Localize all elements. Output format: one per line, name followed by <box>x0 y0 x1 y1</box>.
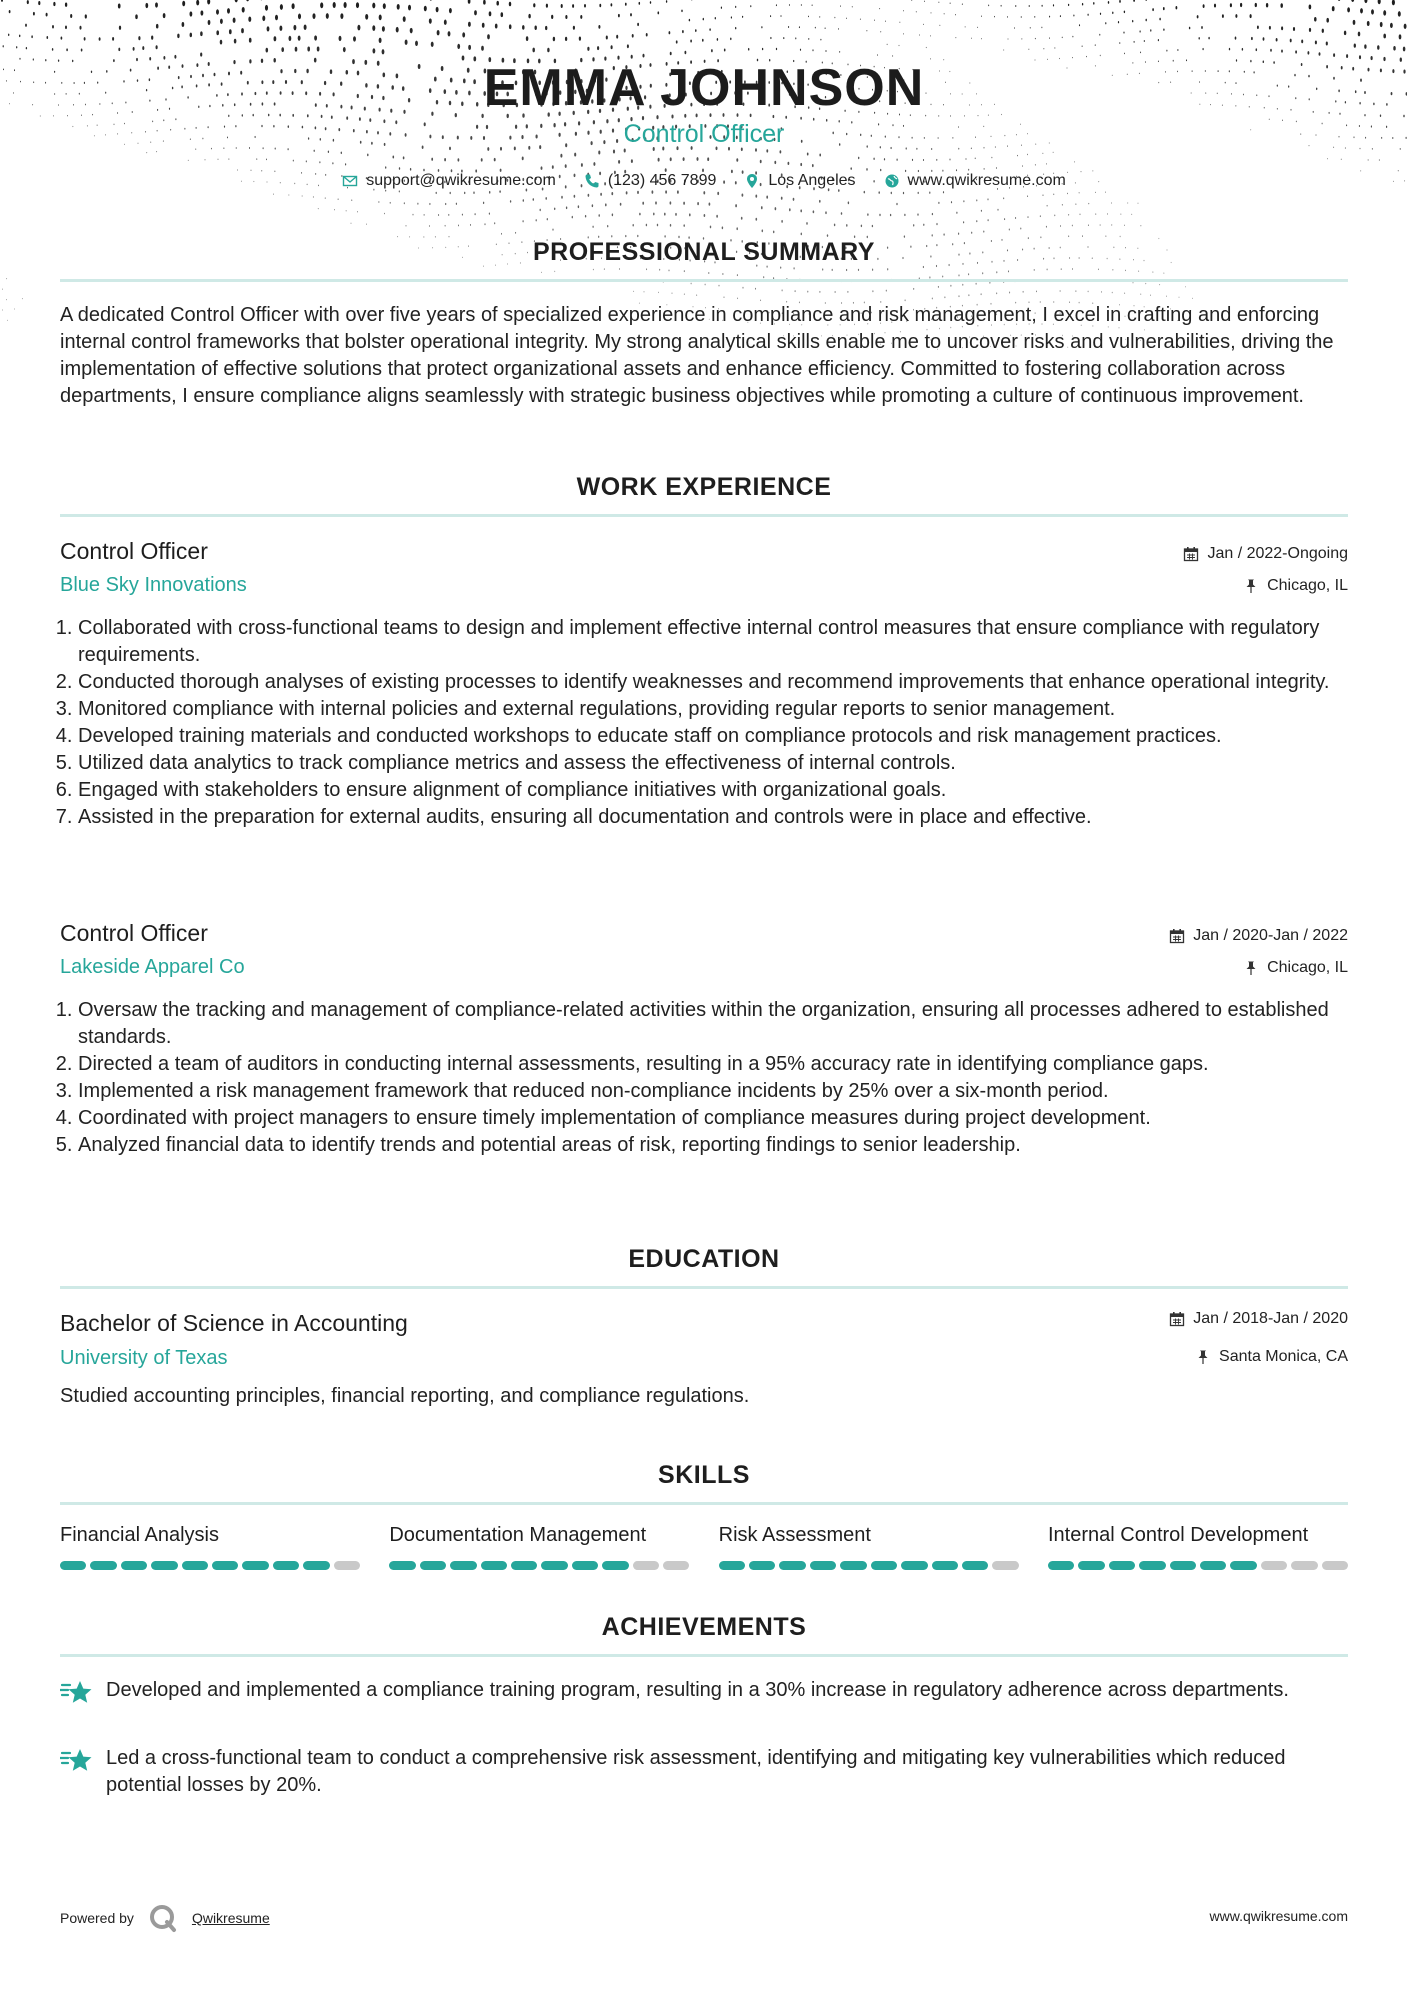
star-badge-icon <box>60 1747 94 1775</box>
skill-name: Internal Control Development <box>1047 1524 1309 1546</box>
skill-segment-filled <box>932 1561 958 1570</box>
skill-level-bar <box>60 1561 360 1570</box>
calendar-icon <box>1169 1311 1185 1327</box>
contact-email-text: support@qwikresume.com <box>366 172 556 189</box>
job-dates <box>1183 545 1348 563</box>
job-bullet: 5. Analyzed financial data to identify trends and potential areas of risk, reporting findings to senior leadership. <box>78 1132 1348 1159</box>
footer-powered-by <box>60 1903 270 1933</box>
job-bullet: 5. Utilized data analytics to track compliance metrics and assess the effectiveness of internal controls. <box>78 750 1348 777</box>
skill-segment-filled <box>273 1561 299 1570</box>
job-location <box>1243 577 1348 595</box>
skill-segment-filled <box>212 1561 238 1570</box>
star-badge-icon <box>60 1679 94 1707</box>
job-bullet: 2. Conducted thorough analyses of existing processes to identify weaknesses and recommend improvements that enhance operational integrity. <box>78 669 1348 696</box>
contact-website[interactable] <box>884 172 1066 190</box>
job-company: Blue Sky Innovations <box>60 574 247 596</box>
skill-segment-filled <box>1109 1561 1135 1570</box>
job-title: Control Officer <box>60 920 208 946</box>
summary-heading: PROFESSIONAL SUMMARY <box>533 238 875 266</box>
job-title: Control Officer <box>60 538 208 564</box>
calendar-icon <box>1183 546 1199 562</box>
skill-segment-filled <box>450 1561 476 1570</box>
contact-location-text: Los Angeles <box>768 172 856 189</box>
skill-segment-filled <box>151 1561 177 1570</box>
skill-name: Risk Assessment <box>718 1524 871 1546</box>
job-dates <box>1169 927 1348 945</box>
job-bullet: 7. Assisted in the preparation for external audits, ensuring all documentation and controls were in place and effective. <box>78 804 1348 831</box>
candidate-role: Control Officer <box>623 120 785 148</box>
skill-segment-filled <box>303 1561 329 1570</box>
experience-divider <box>60 514 1348 517</box>
job-bullet: 4. Developed training materials and conducted workshops to educate staff on compliance protocols and risk management practices. <box>78 723 1348 750</box>
job-company: Lakeside Apparel Co <box>60 956 245 978</box>
education-school: University of Texas <box>60 1347 228 1369</box>
achievement-item <box>60 1745 1348 1799</box>
skill-segment-filled <box>481 1561 507 1570</box>
job-bullet: 6. Engaged with stakeholders to ensure alignment of compliance initiatives with organizational goals. <box>78 777 1348 804</box>
achievement-text: Developed and implemented a compliance training program, resulting in a 30% increase in regulatory adherence across departments. <box>106 1679 1289 1701</box>
summary-text: A dedicated Control Officer with over five years of specialized experience in compliance and risk management, I excel in crafting and enforcing internal control frameworks that bolster operational integrity. My strong analytical skills enable me to uncover risks and vulnerabilities, driving the implementation of effective solutions that protect organizational assets and enhance efficiency. Committed to fostering collaboration across departments, I ensure compliance aligns seamlessly with strategic business objectives while promoting a culture of continuous improvement. <box>60 304 1334 407</box>
education-dates <box>1169 1310 1348 1328</box>
candidate-name: EMMA JOHNSON <box>483 59 925 117</box>
skill-segment-filled <box>840 1561 866 1570</box>
skill-level-bar <box>389 1561 689 1570</box>
calendar-icon <box>1169 928 1185 944</box>
job-location <box>1243 959 1348 977</box>
job-location-text: Chicago, IL <box>1267 959 1348 976</box>
skill-level-bar <box>719 1561 1019 1570</box>
envelope-icon <box>342 173 358 189</box>
achievements-divider <box>60 1654 1348 1657</box>
job-bullets <box>60 997 1348 1159</box>
skill-segment-filled <box>572 1561 598 1570</box>
skill-segment-empty <box>1291 1561 1317 1570</box>
footer-website[interactable]: www.qwikresume.com <box>1209 1908 1348 1924</box>
skill-segment-filled <box>1230 1561 1256 1570</box>
skill-segment-filled <box>541 1561 567 1570</box>
skill-segment-empty <box>633 1561 659 1570</box>
contact-location <box>744 172 855 190</box>
map-pin-icon <box>744 173 760 189</box>
job-bullet: 1. Oversaw the tracking and management of compliance-related activities within the organization, ensuring all processes adhered to established standards. <box>78 997 1348 1051</box>
skill-segment-filled <box>602 1561 628 1570</box>
skill-segment-filled <box>420 1561 446 1570</box>
skill-segment-filled <box>121 1561 147 1570</box>
resume-page <box>60 0 1348 1990</box>
achievement-text: Led a cross-functional team to conduct a comprehensive risk assessment, identifying and mitigating key vulnerabilities which reduced potential losses by 20%. <box>106 1747 1286 1796</box>
skill-segment-filled <box>242 1561 268 1570</box>
skill-segment-filled <box>511 1561 537 1570</box>
contact-phone[interactable] <box>584 172 717 190</box>
skill-segment-filled <box>1048 1561 1074 1570</box>
education-description: Studied accounting principles, financial reporting, and compliance regulations. <box>60 1385 750 1407</box>
job-location-text: Chicago, IL <box>1267 577 1348 594</box>
education-location-text: Santa Monica, CA <box>1219 1348 1348 1365</box>
skill-segment-filled <box>871 1561 897 1570</box>
achievement-item <box>60 1677 1348 1707</box>
experience-heading: WORK EXPERIENCE <box>576 473 832 501</box>
education-location <box>1195 1348 1348 1366</box>
skill-name: Documentation Management <box>389 1524 647 1546</box>
job-dates-text: Jan / 2022-Ongoing <box>1207 545 1348 562</box>
skill-segment-filled <box>1200 1561 1226 1570</box>
contact-email[interactable] <box>342 172 556 190</box>
job-bullets <box>60 615 1348 831</box>
skill-segment-filled <box>182 1561 208 1570</box>
contact-website-text: www.qwikresume.com <box>907 172 1066 189</box>
phone-icon <box>584 173 600 189</box>
skill-name: Financial Analysis <box>60 1524 219 1546</box>
pushpin-icon <box>1243 960 1259 976</box>
job-dates-text: Jan / 2020-Jan / 2022 <box>1193 927 1348 944</box>
education-degree: Bachelor of Science in Accounting <box>60 1310 408 1336</box>
education-heading: EDUCATION <box>628 1245 780 1273</box>
skill-segment-filled <box>60 1561 86 1570</box>
pushpin-icon <box>1243 578 1259 594</box>
skill-segment-empty <box>992 1561 1018 1570</box>
skill-segment-filled <box>962 1561 988 1570</box>
contact-phone-text: (123) 456 7899 <box>607 172 717 189</box>
skill-item <box>389 1524 689 1570</box>
job-bullet: 2. Directed a team of auditors in conducting internal assessments, resulting in a 95% accuracy rate in identifying compliance gaps. <box>78 1051 1348 1078</box>
skill-segment-filled <box>810 1561 836 1570</box>
achievements-heading: ACHIEVEMENTS <box>601 1613 807 1641</box>
skill-segment-filled <box>749 1561 775 1570</box>
skill-segment-filled <box>901 1561 927 1570</box>
job-bullet: 3. Implemented a risk management framework that reduced non-compliance incidents by 25% over a six-month period. <box>78 1078 1348 1105</box>
skills-heading: SKILLS <box>658 1461 750 1489</box>
brand-link[interactable]: Qwikresume <box>191 1910 270 1926</box>
skill-segment-filled <box>90 1561 116 1570</box>
skills-divider <box>60 1502 1348 1505</box>
skill-item <box>60 1524 360 1570</box>
contact-bar <box>60 172 1348 190</box>
skill-item <box>1048 1524 1348 1570</box>
pushpin-icon <box>1195 1349 1211 1365</box>
skill-segment-empty <box>334 1561 360 1570</box>
globe-icon <box>884 173 900 189</box>
skills-list <box>60 1524 1348 1570</box>
job-bullet: 1. Collaborated with cross-functional teams to design and implement effective internal control measures that ensure compliance with regulatory requirements. <box>78 615 1348 669</box>
powered-by-label: Powered by <box>60 1910 134 1926</box>
summary-divider <box>60 279 1348 282</box>
skill-segment-filled <box>1078 1561 1104 1570</box>
education-dates-text: Jan / 2018-Jan / 2020 <box>1193 1310 1348 1327</box>
skill-item <box>719 1524 1019 1570</box>
skill-segment-filled <box>389 1561 415 1570</box>
skill-segment-filled <box>1170 1561 1196 1570</box>
skill-level-bar <box>1048 1561 1348 1570</box>
skill-segment-empty <box>1322 1561 1348 1570</box>
education-divider <box>60 1286 1348 1289</box>
qwikresume-logo-icon <box>148 1903 178 1933</box>
job-bullet: 4. Coordinated with project managers to ensure timely implementation of compliance measures during project development. <box>78 1105 1348 1132</box>
skill-segment-filled <box>779 1561 805 1570</box>
skill-segment-filled <box>1139 1561 1165 1570</box>
skill-segment-filled <box>719 1561 745 1570</box>
skill-segment-empty <box>1261 1561 1287 1570</box>
skill-segment-empty <box>663 1561 689 1570</box>
job-bullet: 3. Monitored compliance with internal policies and external regulations, providing regular reports to senior management. <box>78 696 1348 723</box>
